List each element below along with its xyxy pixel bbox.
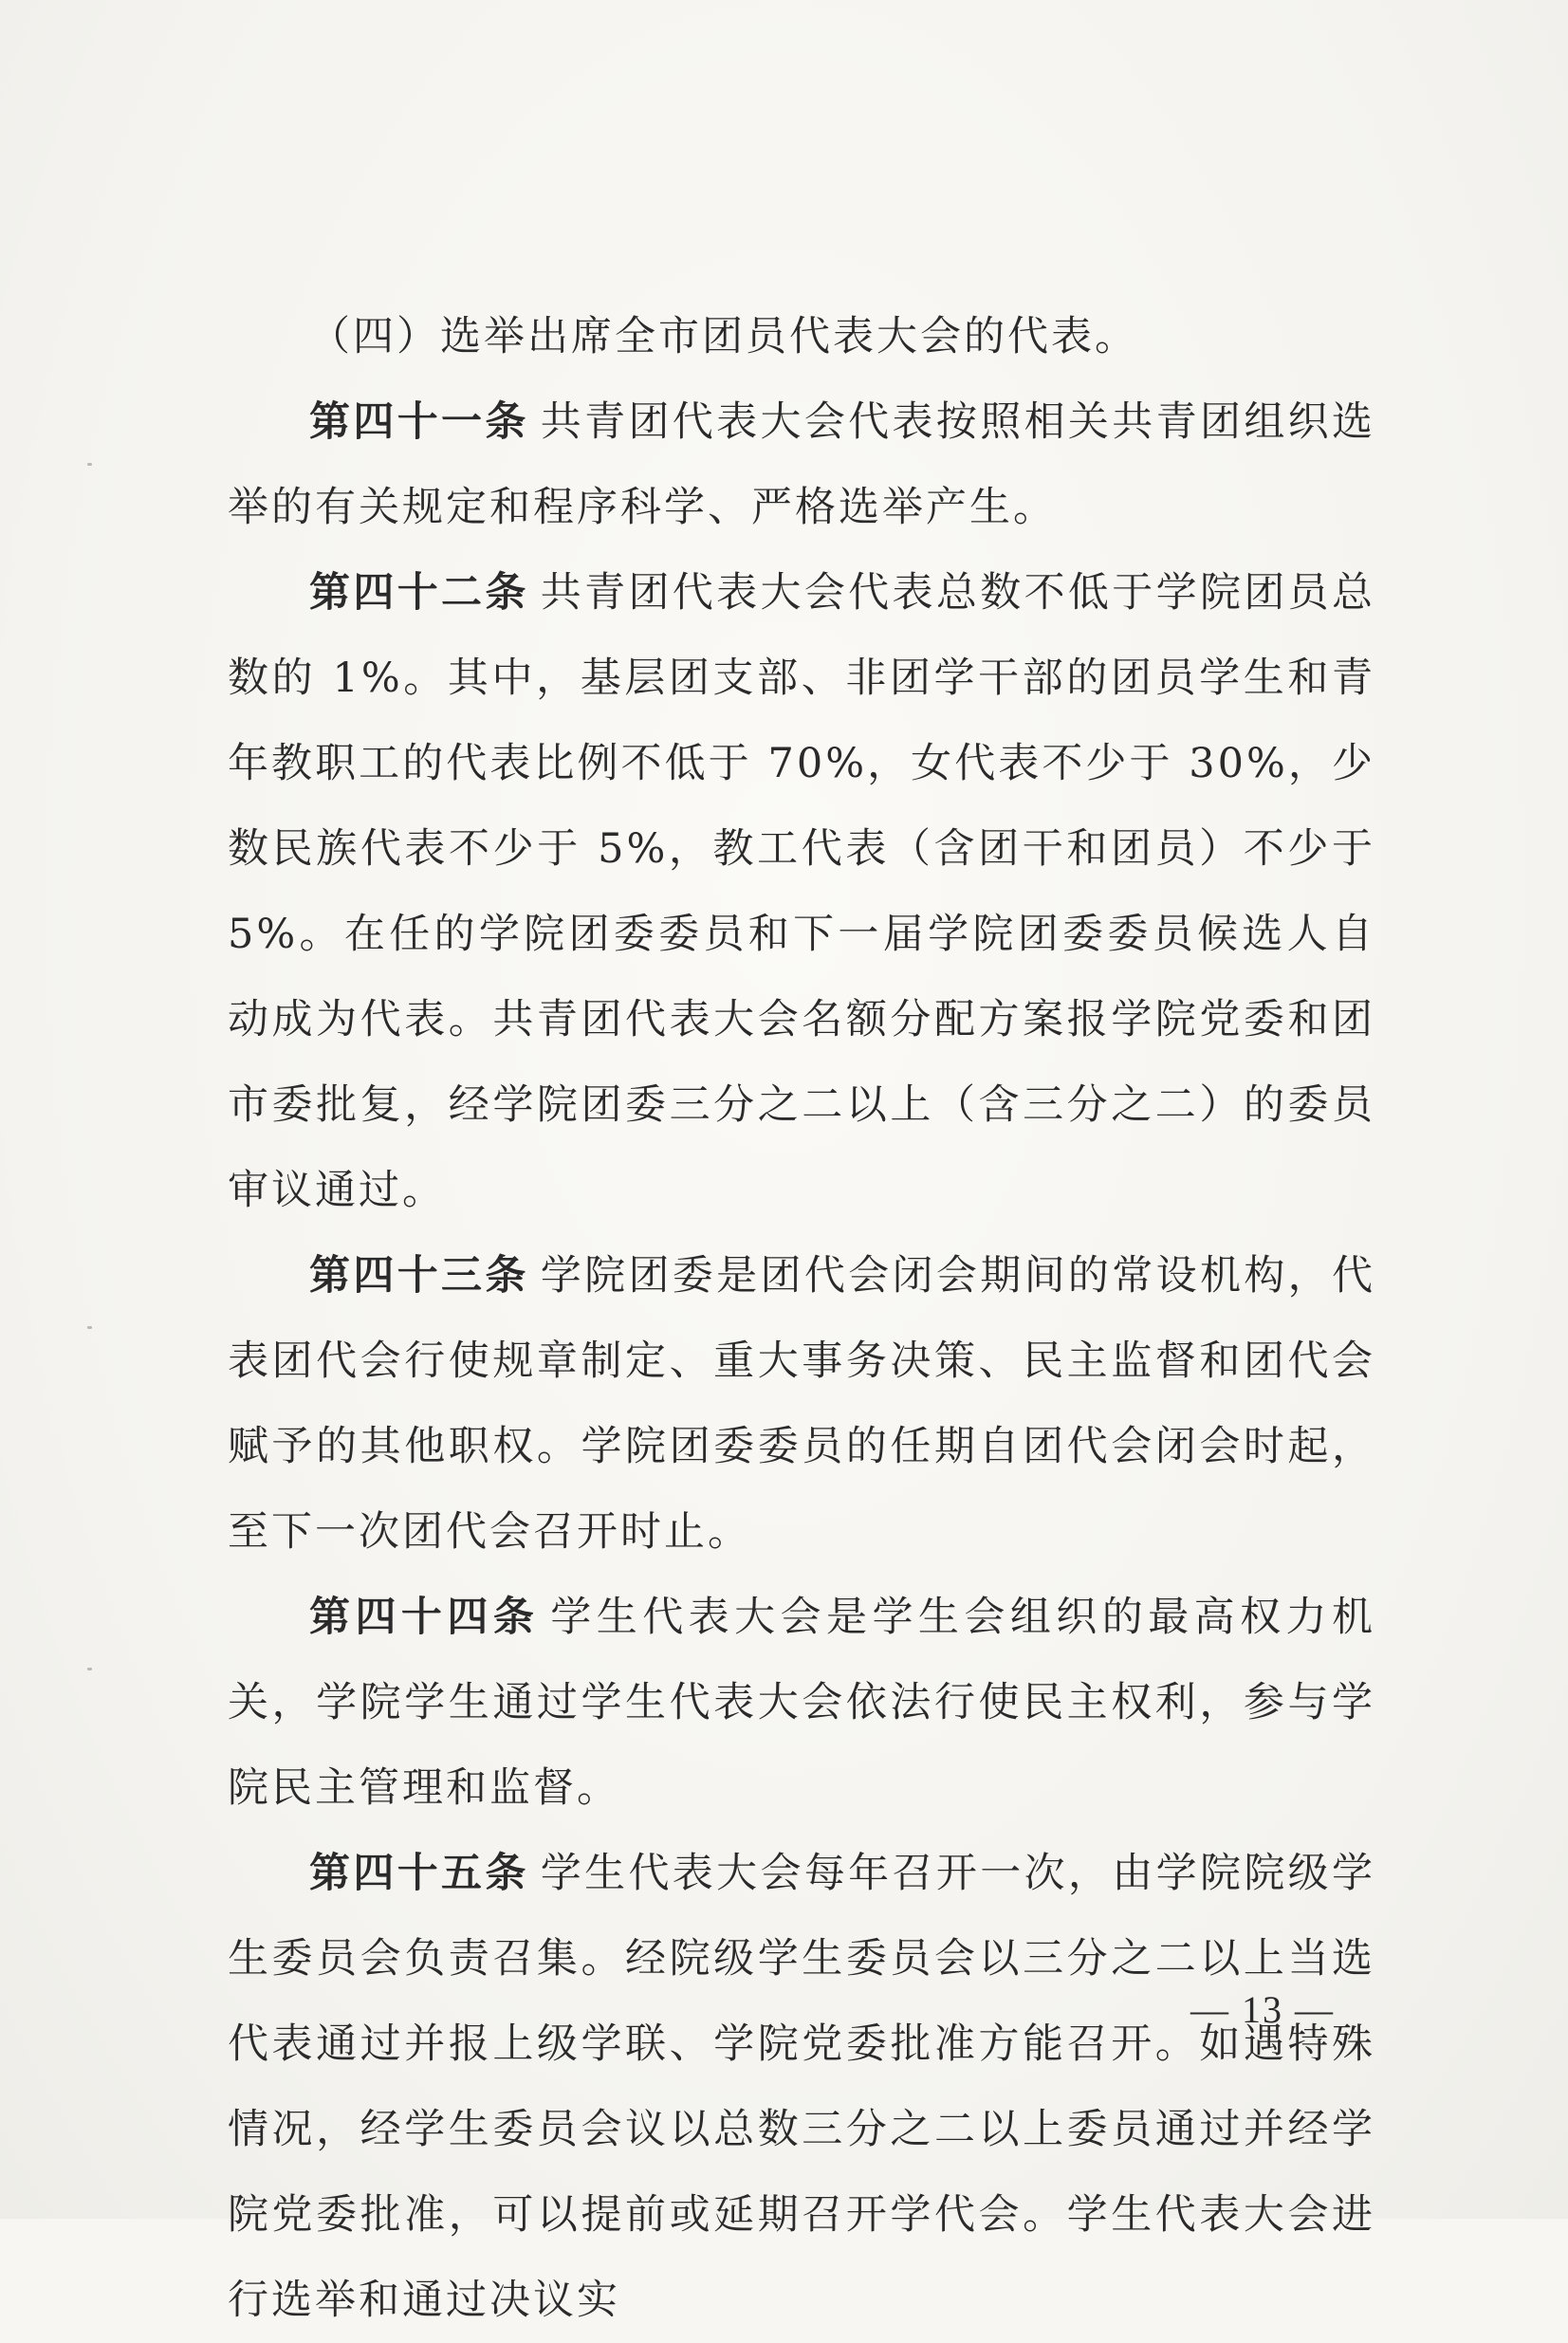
scan-speck: [87, 463, 92, 466]
article-45: [228, 1831, 1375, 2343]
article-heading: 第四十二条: [309, 569, 529, 617]
article-text: 共青团代表大会代表总数不低于学院团员总数的 1%。其中，基层团支部、非团学干部的团员学生和青年教职工的代表比例不低于 70%，女代表不少于 30%，少数民族代表不少于 5%，教工代表（含团干和团员）不少于 5%。在任的学院团委委员和下一届学院团委委员候选人自动成为代表。共青团代表大会名额分配方案报学院党委和团市委批复，经学院团委三分之二以上（含三分之二）的委员审议通过。: [228, 569, 1376, 1214]
article-text: 学生代表大会是学生会组织的最高权力机关，学院学生通过学生代表大会依法行使民主权利，参与学院民主管理和监督。: [228, 1594, 1376, 1812]
article-heading: 第四十三条: [309, 1252, 529, 1300]
paragraph-item-4: [228, 294, 1375, 379]
article-heading: 第四十一条: [309, 398, 529, 446]
article-heading: 第四十四条: [309, 1594, 540, 1641]
article-heading: 第四十五条: [309, 1850, 529, 1897]
scan-speck: [87, 1668, 92, 1670]
article-43: [228, 1233, 1375, 1575]
article-text: 共青团代表大会代表按照相关共青团组织选举的有关规定和程序科学、严格选举产生。: [228, 398, 1376, 531]
page-number: — 13 —: [1190, 1988, 1335, 2031]
scan-speck: [87, 1326, 92, 1329]
article-41: [228, 379, 1375, 550]
paragraph-text: （四）选举出席全市团员代表大会的代表。: [309, 313, 1138, 360]
document-body: [228, 294, 1375, 2343]
article-text: 学生代表大会每年召开一次，由学院院级学生委员会负责召集。经院级学生委员会以三分之二以上当选代表通过并报上级学联、学院党委批准方能召开。如遇特殊情况，经学生委员会议以总数三分之二以上委员通过并经学院党委批准，可以提前或延期召开学代会。学生代表大会进行选举和通过决议实: [228, 1850, 1376, 2324]
article-text: 学院团委是团代会闭会期间的常设机构，代表团代会行使规章制定、重大事务决策、民主监督和团代会赋予的其他职权。学院团委委员的任期自团代会闭会时起，至下一次团代会召开时止。: [228, 1252, 1376, 1556]
article-42: [228, 550, 1375, 1233]
article-44: [228, 1575, 1375, 1831]
